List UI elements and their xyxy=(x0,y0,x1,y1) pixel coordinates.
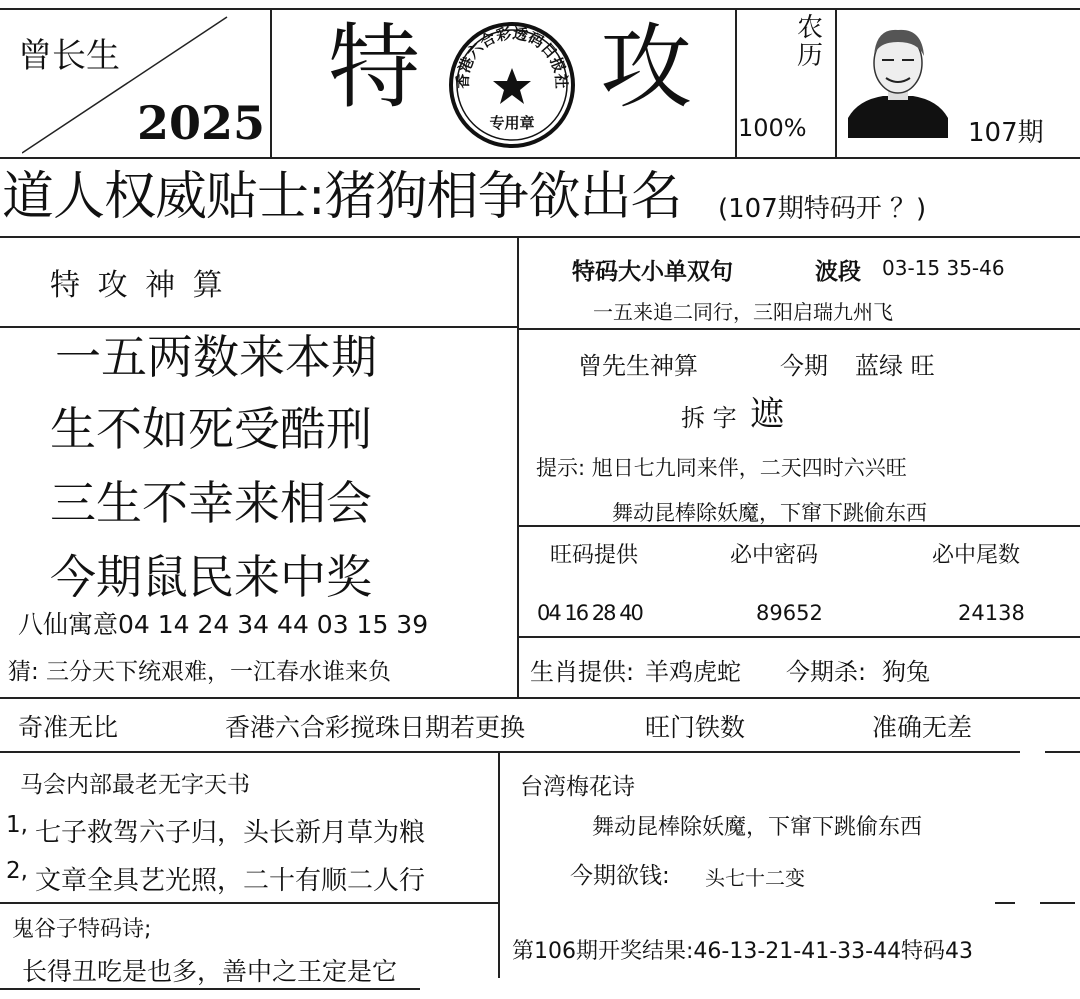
taiwan-title: 台湾梅花诗 xyxy=(520,774,635,800)
header-bottom-border xyxy=(0,157,1080,159)
col-value-1: 04 16 28 40 xyxy=(537,601,642,625)
title-char-left: 特 xyxy=(328,14,421,121)
guiguzi-line: 长得丑吃是也多，善中之王定是它 xyxy=(22,957,398,986)
lunar-label: 农历 xyxy=(797,13,824,71)
col-header-3: 必中尾数 xyxy=(932,543,1021,568)
hint-line-2: 舞动昆棒除妖魔，下窜下跳偷东西 xyxy=(612,501,927,525)
dash-1 xyxy=(995,902,1015,904)
result-text: 第106期开奖结果:46-13-21-41-33-44特码43 xyxy=(512,939,974,964)
slogan-3: 旺门铁数 xyxy=(645,713,746,742)
col-value-3: 24138 xyxy=(958,601,1025,625)
banner-sub: (107期特码开 ？) xyxy=(718,194,927,224)
left-heading: 特 攻 神 算 xyxy=(50,268,227,303)
kill-value: 狗兔 xyxy=(882,658,930,686)
middle-divider xyxy=(517,238,519,698)
header-divider-2 xyxy=(735,8,737,158)
slogan-top-border xyxy=(0,697,1080,699)
col-header-2: 必中密码 xyxy=(730,543,819,568)
year-label: 2025 xyxy=(137,96,266,150)
poem-line-4: 今期鼠民来中奖 xyxy=(50,550,372,604)
boduan-value: 03-15 35-46 xyxy=(882,256,1005,280)
kill-label: 今期杀: xyxy=(786,658,867,686)
jinqi-value: 蓝绿 旺 xyxy=(855,352,935,380)
money-label: 今期欲钱: xyxy=(570,863,670,889)
dxds-label: 特码大小单双句 xyxy=(572,259,733,285)
issue-label: 107期 xyxy=(968,118,1044,148)
shengxiao-label: 生肖提供: xyxy=(530,658,635,686)
horse-line-1: 七子救驾六子归，头长新月草为粮 xyxy=(35,818,426,848)
dxds-line: 一五来追二同行，三阳启瑞九州飞 xyxy=(593,300,893,324)
dash-2 xyxy=(1040,902,1075,904)
bottom-divider xyxy=(498,753,500,978)
slogan-4: 准确无差 xyxy=(872,713,973,742)
baxian-line: 八仙寓意04 14 24 34 44 03 15 39 xyxy=(18,610,429,639)
banner-bottom-border xyxy=(0,236,1080,238)
poem-line-2: 生不如死受酷刑 xyxy=(50,402,372,456)
horse-num-2: 2, xyxy=(6,858,28,884)
percent-label: 100% xyxy=(738,114,807,142)
top-border xyxy=(0,8,1080,10)
hint-line-1: 提示: 旭日七九同来伴，二天四时六兴旺 xyxy=(536,456,907,480)
portrait-avatar xyxy=(848,18,948,138)
horse-bottom-border xyxy=(0,902,498,904)
slogan-2: 香港六合彩搅珠日期若更换 xyxy=(225,713,526,742)
jinqi-label: 今期 xyxy=(780,352,828,380)
shengxiao-value: 羊鸡虎蛇 xyxy=(645,658,741,686)
slogan-1: 奇准无比 xyxy=(18,713,119,742)
stamp-bottom-text: 专用章 xyxy=(489,114,535,132)
right-codes-border xyxy=(517,636,1080,638)
stamp-seal-icon xyxy=(447,20,577,150)
guess-line: 猜: 三分天下统艰难，一江春水谁来负 xyxy=(8,659,392,685)
chaizi-label: 拆 字 xyxy=(681,404,737,432)
poem-line-3: 三生不幸来相会 xyxy=(50,476,372,530)
header-divider-1 xyxy=(270,8,272,158)
horse-line-2: 文章全具艺光照，二十有顺二人行 xyxy=(35,866,426,896)
footer-underline xyxy=(0,988,420,990)
boduan-label: 波段 xyxy=(815,259,861,285)
guiguzi-title: 鬼谷子特码诗; xyxy=(12,917,152,942)
author-name: 曾长生 xyxy=(18,36,120,76)
taiwan-line: 舞动昆棒除妖魔，下窜下跳偷东西 xyxy=(592,815,923,840)
slogan-bottom-border-end xyxy=(1045,751,1080,753)
title-char-right: 攻 xyxy=(600,14,693,121)
zeng-label: 曾先生神算 xyxy=(578,352,698,380)
right-dxds-border xyxy=(517,328,1080,330)
col-value-2: 89652 xyxy=(756,601,823,625)
money-value: 头七十二变 xyxy=(705,866,805,890)
horse-title: 马会内部最老无字天书 xyxy=(20,772,250,798)
poem-line-1: 一五两数来本期 xyxy=(55,330,377,384)
slogan-bottom-border xyxy=(0,751,1020,753)
banner-main: 道人权威贴士:猪狗相争欲出名 xyxy=(2,167,682,227)
horse-num-1: 1, xyxy=(6,812,28,838)
stamp-text: 香港六合彩透码日报社 xyxy=(453,24,571,89)
chaizi-char: 遮 xyxy=(750,394,784,434)
left-heading-border xyxy=(0,326,517,328)
col-header-1: 旺码提供 xyxy=(550,543,639,568)
header-divider-3 xyxy=(835,8,837,158)
